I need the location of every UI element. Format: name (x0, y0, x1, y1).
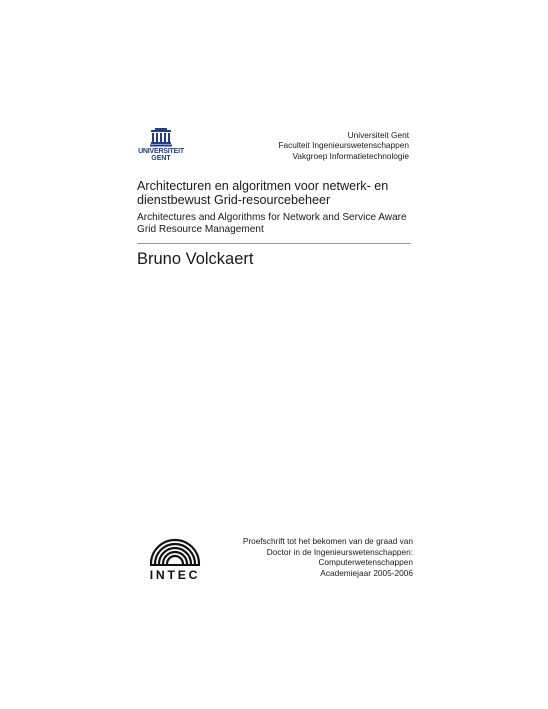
author-name: Bruno Volckaert (137, 250, 254, 268)
thesis-line-doctor: Doctor in de Ingenieurswetenschappen: (266, 546, 413, 557)
university-building-icon (136, 128, 186, 148)
ugent-logo (136, 128, 186, 164)
title-dutch: Architecturen en algoritmen voor netwerk- en dienstbewust Grid-resourcebeheer (137, 179, 389, 208)
intec-logo (146, 530, 204, 584)
thesis-line-degree: Proefschrift tot het bekomen van de graad van (242, 536, 413, 546)
thesis-info-block (243, 536, 413, 578)
ugent-logo-word-university: UNIVERSITEIT (138, 148, 184, 155)
affiliation-department: Vakgroep Informatietechnologie (292, 150, 409, 161)
title-english: Architectures and Algorithms for Network and Service Aware Grid Resource Management (137, 212, 407, 235)
affiliation-university: Universiteit Gent (347, 130, 409, 140)
thesis-line-year: Academiejaar 2005-2006 (320, 567, 413, 578)
affiliation-block (278, 130, 409, 161)
ugent-logo-word-gent: GENT (151, 155, 171, 162)
affiliation-faculty: Faculteit Ingenieurswetenschappen (278, 140, 409, 151)
thesis-line-field: Computerwetenschappen (318, 557, 413, 568)
intec-logo-label: INTEC (149, 568, 201, 582)
intec-arches-icon (146, 530, 204, 566)
title-divider (137, 243, 411, 244)
